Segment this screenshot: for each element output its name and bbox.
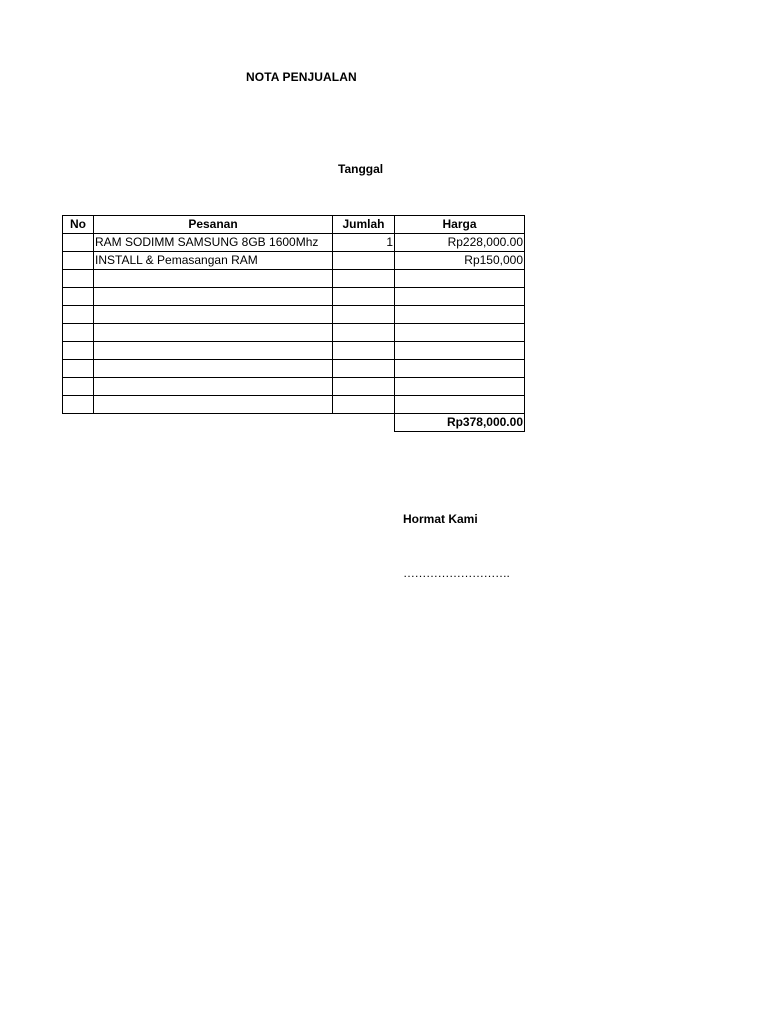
cell-no (63, 342, 94, 360)
order-table (62, 215, 525, 432)
header-price: Harga (395, 216, 525, 234)
cell-no (63, 324, 94, 342)
cell-item (94, 324, 333, 342)
date-label: Tanggal (338, 162, 384, 176)
cell-qty (333, 396, 395, 414)
cell-no (63, 234, 94, 252)
cell-price (395, 396, 525, 414)
cell-qty (333, 324, 395, 342)
cell-price: Rp150,000 (395, 252, 525, 270)
cell-price (395, 360, 525, 378)
cell-item (94, 378, 333, 396)
cell-item (94, 396, 333, 414)
header-qty: Jumlah (333, 216, 395, 234)
table-row (63, 270, 525, 288)
cell-no (63, 396, 94, 414)
cell-no (63, 270, 94, 288)
table-row (63, 234, 525, 252)
cell-price (395, 342, 525, 360)
cell-qty: 1 (333, 234, 395, 252)
total-row (63, 414, 525, 432)
cell-price (395, 378, 525, 396)
cell-price (395, 270, 525, 288)
cell-item (94, 360, 333, 378)
signature-line: ………………………. (403, 566, 510, 580)
cell-price (395, 288, 525, 306)
cell-qty (333, 288, 395, 306)
cell-item (94, 306, 333, 324)
table-row (63, 360, 525, 378)
cell-qty (333, 270, 395, 288)
cell-item: RAM SODIMM SAMSUNG 8GB 1600Mhz (94, 234, 333, 252)
cell-no (63, 360, 94, 378)
cell-no (63, 378, 94, 396)
cell-qty (333, 378, 395, 396)
table-row (63, 342, 525, 360)
total-blank-cell (63, 414, 94, 432)
cell-qty (333, 306, 395, 324)
header-item: Pesanan (94, 216, 333, 234)
total-blank-cell (333, 414, 395, 432)
cell-no (63, 288, 94, 306)
table-row (63, 306, 525, 324)
cell-item (94, 342, 333, 360)
table-row (63, 252, 525, 270)
cell-price (395, 306, 525, 324)
table-row (63, 324, 525, 342)
cell-item (94, 270, 333, 288)
cell-qty (333, 252, 395, 270)
table-header-row (63, 216, 525, 234)
table-row (63, 378, 525, 396)
cell-no (63, 306, 94, 324)
cell-price (395, 324, 525, 342)
cell-item: INSTALL & Pemasangan RAM (94, 252, 333, 270)
cell-qty (333, 342, 395, 360)
cell-price: Rp228,000.00 (395, 234, 525, 252)
table-body (63, 234, 525, 432)
cell-qty (333, 360, 395, 378)
header-no: No (63, 216, 94, 234)
total-amount: Rp378,000.00 (395, 414, 525, 432)
table-row (63, 396, 525, 414)
cell-item (94, 288, 333, 306)
document-title: NOTA PENJUALAN (246, 70, 357, 84)
cell-no (63, 252, 94, 270)
total-blank-cell (94, 414, 333, 432)
table-row (63, 288, 525, 306)
closing-text: Hormat Kami (403, 512, 478, 526)
